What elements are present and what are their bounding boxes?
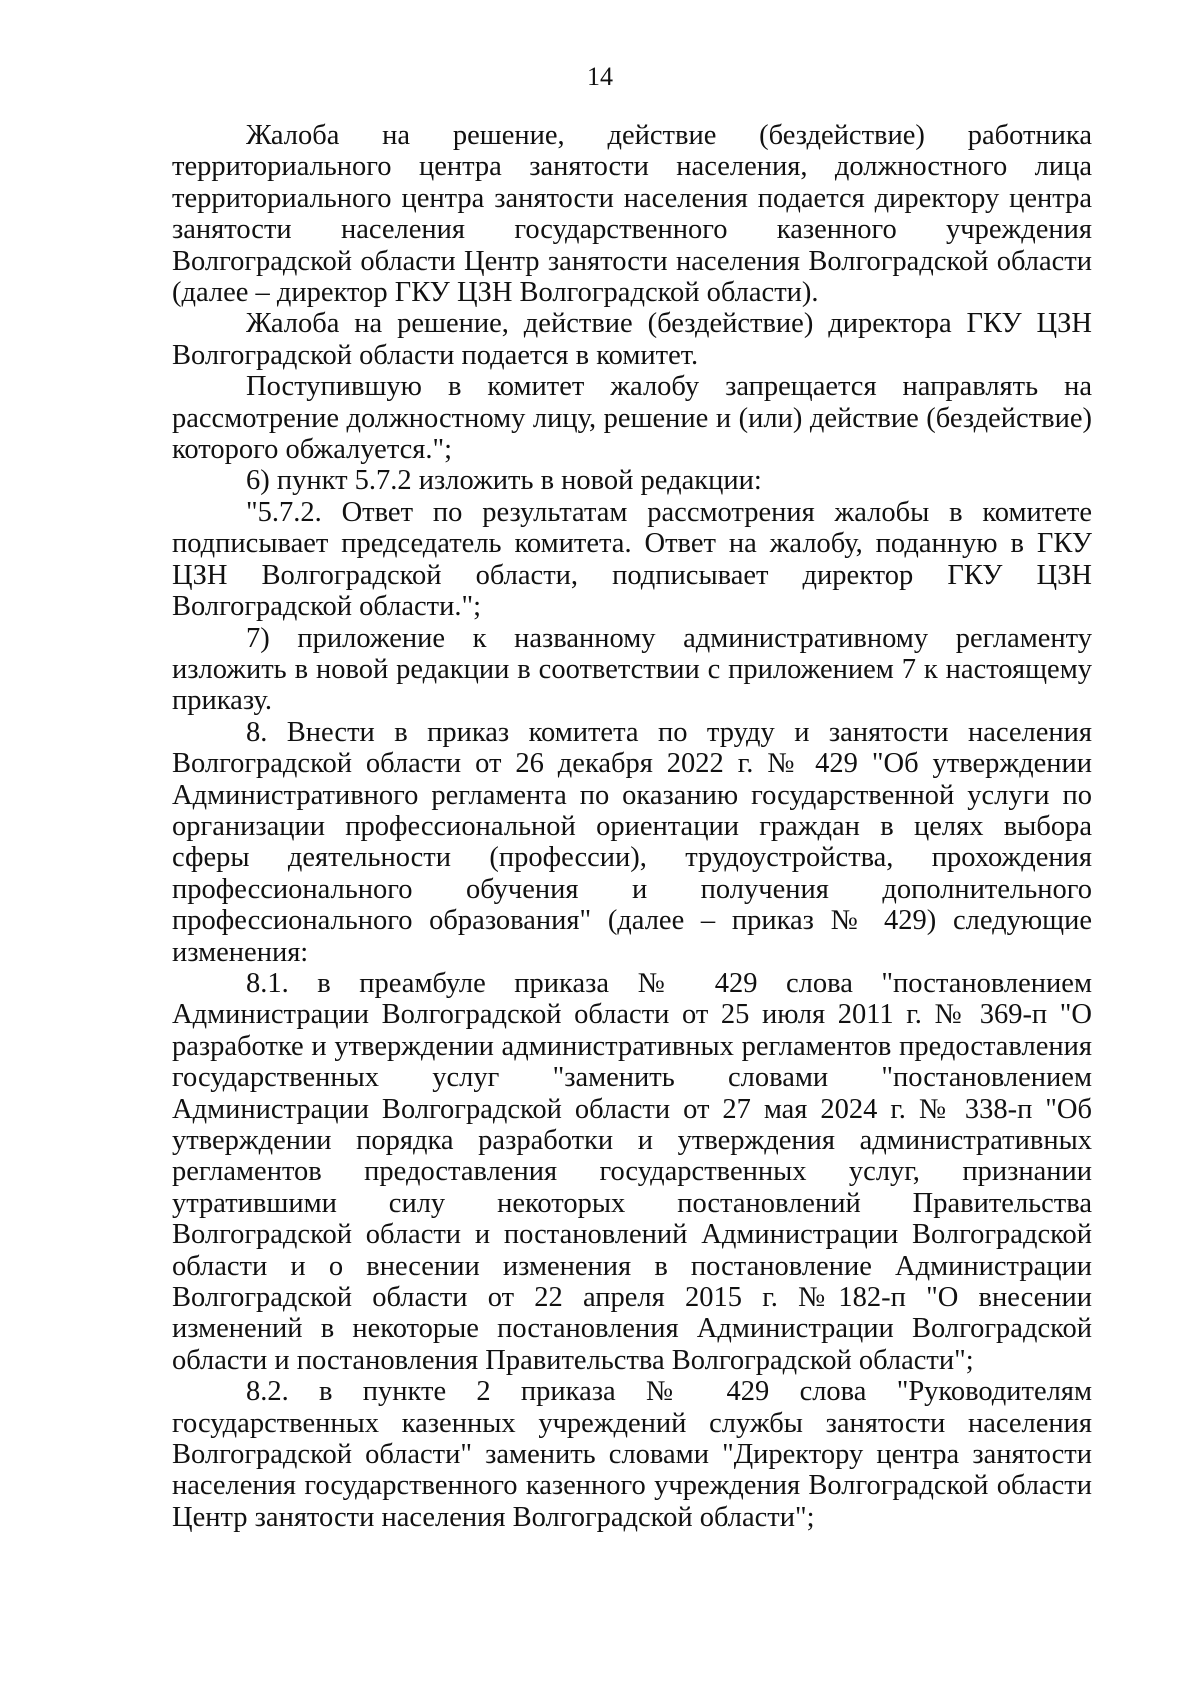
paragraph-item-5-7-2: "5.7.2. Ответ по результатам рассмотрения жалобы в комитете подписывает председатель комитета. Ответ на жалобу, поданную в ГКУ ЦЗН Волгоградской области, подписывает директор ГКУ ЦЗН Волгоградской области.";	[172, 496, 1092, 623]
paragraph-item-8-1: 8.1. в преамбуле приказа № 429 слова "постановлением Администрации Волгоградской области от 25 июля 2011 г. № 369-п "О разработке и утверждении административных регламентов предоставления государственных услуг "заменить словами "постановлением Администрации Волгоградской области от 27 мая 2024 г. № 338-п "Об утверждении порядка разработки и утверждения административных регламентов предоставления государственных услуг, признании утратившими силу некоторых постановлений Правительства Волгоградской области и постановлений Администрации Волгоградской области и о внесении изменения в постановление Администрации Волгоградской области от 22 апреля 2015 г. №182-п "О внесении изменений в некоторые постановления Администрации Волгоградской области и постановления Правительства Волгоградской области";	[172, 967, 1092, 1376]
document-body	[172, 120, 1092, 1533]
paragraph-complaint-worker: Жалоба на решение, действие (бездействие) работника территориального центра занятости населения, должностного лица территориального центра занятости населения подается директору центра занятости населения государственного казенного учреждения Волгоградской области Центр занятости населения Волгоградской области (далее – директор ГКУ ЦЗН Волгоградской области).	[172, 120, 1092, 309]
paragraph-item-8-2: 8.2. в пункте 2 приказа № 429 слова "Руководителям государственных казенных учреждений службы занятости населения Волгоградской области" заменить словами "Директору центра занятости населения государственного казенного учреждения Волгоградской области Центр занятости населения Волгоградской области";	[172, 1376, 1092, 1533]
paragraph-item-7: 7) приложение к названному административному регламенту изложить в новой редакции в соответствии с приложением 7 к настоящему приказу.	[172, 622, 1092, 717]
paragraph-complaint-forwarding: Поступившую в комитет жалобу запрещается направлять на рассмотрение должностному лицу, решение и (или) действие (бездействие) которого обжалуется.";	[172, 371, 1092, 466]
paragraph-item-6: 6) пункт 5.7.2 изложить в новой редакции:	[246, 465, 762, 497]
paragraph-item-8: 8. Внести в приказ комитета по труду и занятости населения Волгоградской области от 26 декабря 2022 г. № 429 "Об утверждении Административного регламента по оказанию государственной услуги по организации профессиональной ориентации граждан в целях выбора сферы деятельности (профессии), трудоустройства, прохождения профессионального обучения и получения дополнительного профессионального образования" (далее – приказ № 429) следующие изменения:	[172, 716, 1092, 968]
paragraph-complaint-director: Жалоба на решение, действие (бездействие) директора ГКУ ЦЗН Волгоградской области подается в комитет.	[172, 308, 1092, 371]
page-number: 14	[587, 62, 613, 91]
